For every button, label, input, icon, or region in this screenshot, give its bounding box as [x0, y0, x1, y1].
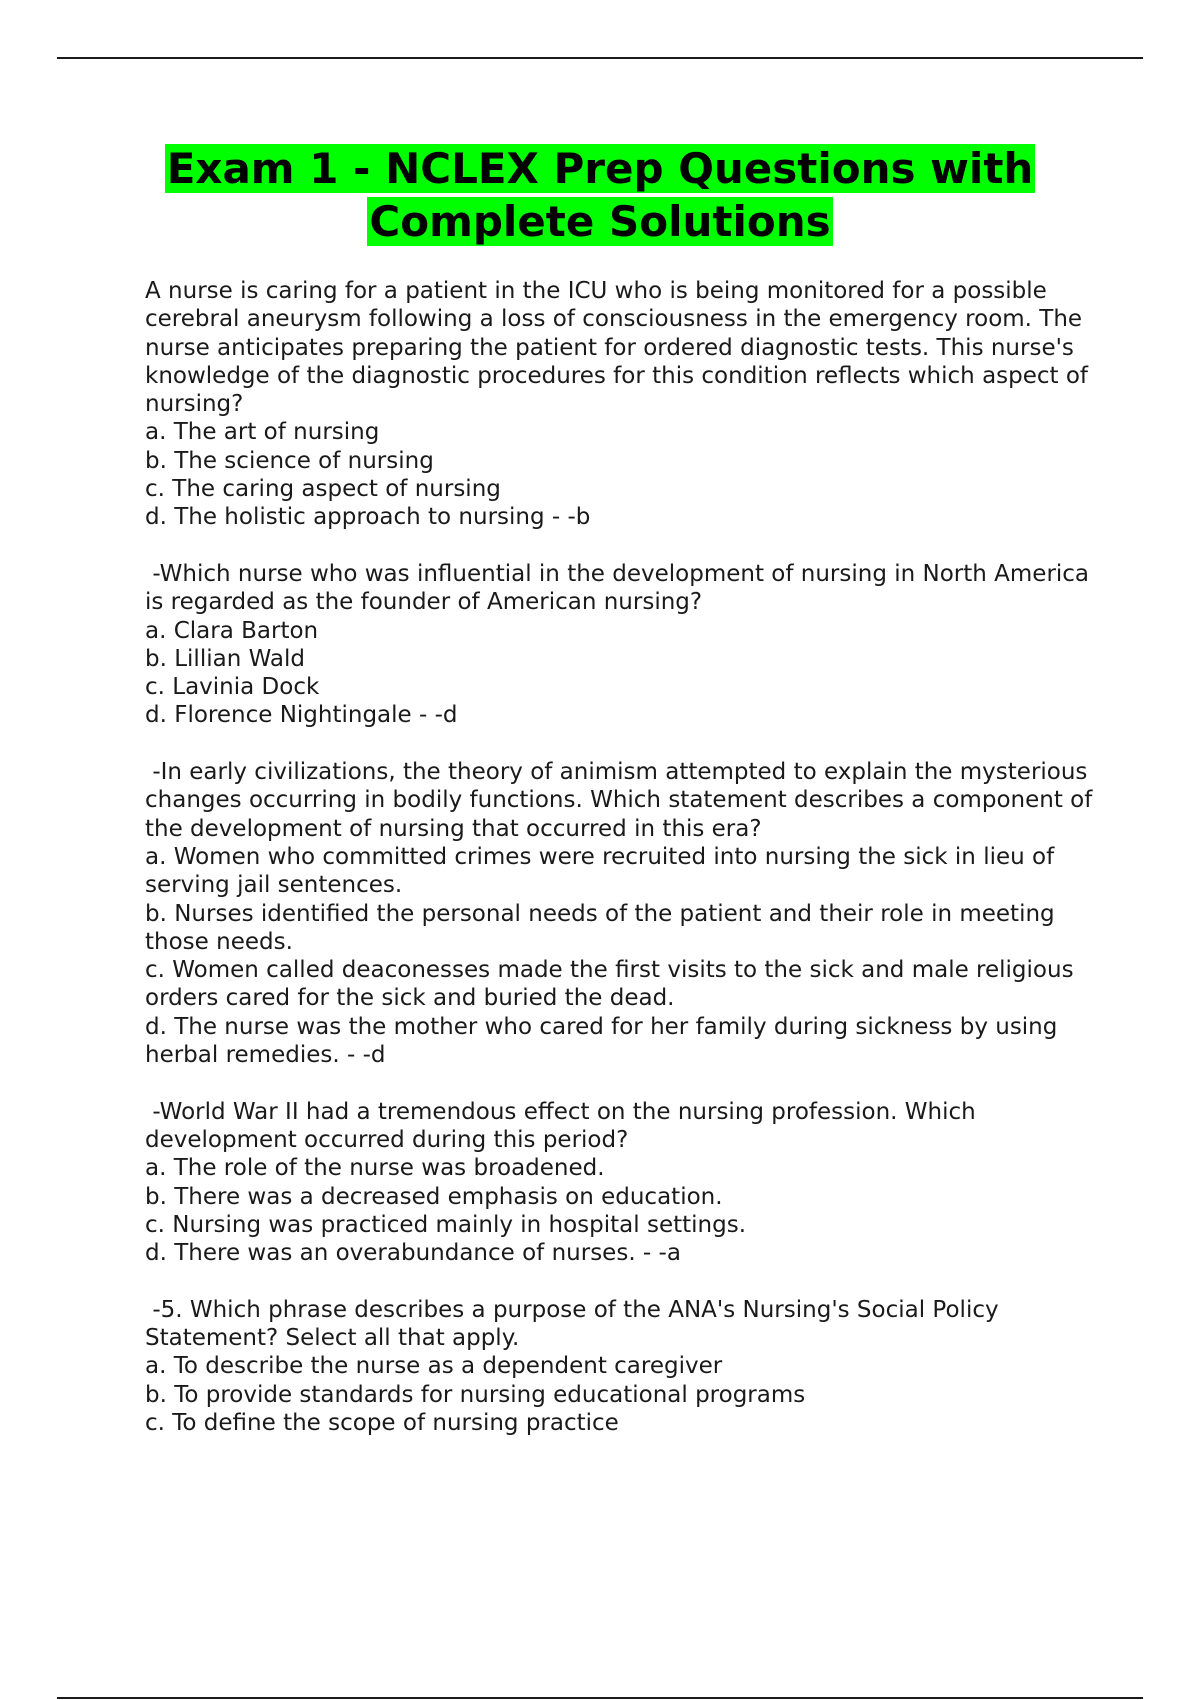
question-5-option-b: b. To provide standards for nursing educational programs	[145, 1381, 806, 1408]
question-1-stem: A nurse is caring for a patient in the ICU who is being monitored for a possible cerebral aneurysm following a loss of consciousness in the emergency room. The nurse anticipates preparing the patient for ordered diagnostic tests. This nurse's knowledge of the diagnostic procedures for this condition reflects which aspect of nursing?	[145, 278, 1096, 418]
title-line-2: Complete Solutions	[369, 197, 831, 246]
question-2-stem: -Which nurse who was influential in the development of nursing in North America is regarded as the founder of American nursing?	[145, 560, 1097, 616]
question-5-stem: -5. Which phrase describes a purpose of the ANA's Nursing's Social Policy Statement? Select all that apply.	[145, 1296, 1006, 1351]
title-line-1: Exam 1 - NCLEX Prep Questions with	[166, 144, 1034, 193]
document-title	[60, 142, 1140, 248]
question-4-stem: -World War II had a tremendous effect on the nursing profession. Which development occurred during this period?	[145, 1098, 984, 1153]
question-4-option-a: a. The role of the nurse was broadened.	[145, 1155, 605, 1182]
question-3	[145, 758, 1105, 1069]
question-5-option-c: c. To define the scope of nursing practice	[145, 1409, 619, 1436]
question-1	[145, 277, 1105, 532]
question-4-option-d: d. There was an overabundance of nurses. - -a	[145, 1240, 681, 1267]
question-3-stem: -In early civilizations, the theory of animism attempted to explain the mysterious changes occurring in bodily functions. Which statement describes a component of the development of nursing that occurred in this era?	[145, 759, 1100, 842]
question-1-option-d: d. The holistic approach to nursing - -b	[145, 504, 591, 531]
question-2-option-a: a. Clara Barton	[145, 617, 319, 644]
question-3-option-d: d. The nurse was the mother who cared for her family during sickness by using herbal remedies. - -d	[145, 1013, 1058, 1069]
question-4	[145, 1098, 1105, 1268]
question-4-option-b: b. There was a decreased emphasis on education.	[145, 1183, 723, 1210]
question-list	[145, 277, 1105, 1465]
question-1-option-c: c. The caring aspect of nursing	[145, 476, 501, 503]
question-5-option-a: a. To describe the nurse as a dependent caregiver	[145, 1353, 723, 1380]
question-2-option-b: b. Lillian Wald	[145, 645, 305, 672]
top-rule	[57, 57, 1143, 59]
question-3-option-c: c. Women called deaconesses made the first visits to the sick and male religious orders cared for the sick and buried the dead.	[145, 957, 1074, 1012]
question-4-option-c: c. Nursing was practiced mainly in hospital settings.	[145, 1211, 746, 1238]
question-3-option-b: b. Nurses identified the personal needs of the patient and their role in meeting those needs.	[145, 900, 1055, 955]
question-3-option-a: a. Women who committed crimes were recruited into nursing the sick in lieu of serving jail sentences.	[145, 843, 1055, 899]
question-2-option-d: d. Florence Nightingale - -d	[145, 702, 458, 729]
question-2-option-c: c. Lavinia Dock	[145, 674, 320, 701]
question-1-option-b: b. The science of nursing	[145, 447, 434, 474]
question-2	[145, 560, 1105, 730]
bottom-rule	[57, 1697, 1143, 1699]
question-1-option-a: a. The art of nursing	[145, 419, 380, 446]
question-5	[145, 1296, 1105, 1437]
